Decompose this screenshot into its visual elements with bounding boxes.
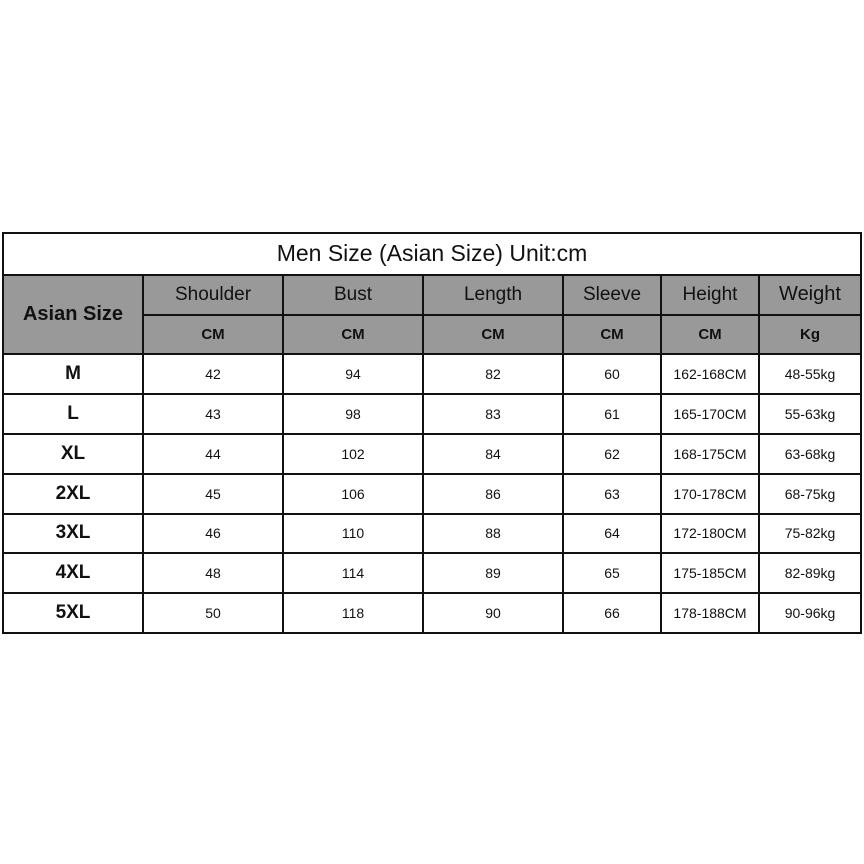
header-row (3, 275, 861, 315)
column-header-height: Height (661, 275, 759, 315)
asian-size-header: Asian Size (3, 275, 143, 355)
cell-length: 88 (423, 514, 563, 554)
cell-bust: 118 (283, 593, 423, 633)
table-row (3, 354, 861, 394)
unit-shoulder: CM (143, 315, 283, 355)
cell-length: 89 (423, 553, 563, 593)
size-cell: 5XL (3, 593, 143, 633)
size-cell: L (3, 394, 143, 434)
table-row (3, 394, 861, 434)
cell-sleeve: 62 (563, 434, 661, 474)
table-row (3, 514, 861, 554)
table-row (3, 434, 861, 474)
cell-weight: 48-55kg (759, 354, 861, 394)
cell-length: 86 (423, 474, 563, 514)
cell-shoulder: 44 (143, 434, 283, 474)
cell-height: 175-185CM (661, 553, 759, 593)
cell-shoulder: 43 (143, 394, 283, 434)
table-title: Men Size (Asian Size) Unit:cm (3, 233, 861, 275)
size-cell: 2XL (3, 474, 143, 514)
cell-shoulder: 42 (143, 354, 283, 394)
column-header-length: Length (423, 275, 563, 315)
cell-height: 170-178CM (661, 474, 759, 514)
cell-bust: 102 (283, 434, 423, 474)
size-cell: M (3, 354, 143, 394)
cell-sleeve: 61 (563, 394, 661, 434)
cell-weight: 63-68kg (759, 434, 861, 474)
unit-weight: Kg (759, 315, 861, 355)
cell-length: 82 (423, 354, 563, 394)
unit-length: CM (423, 315, 563, 355)
cell-sleeve: 64 (563, 514, 661, 554)
column-header-sleeve: Sleeve (563, 275, 661, 315)
cell-bust: 106 (283, 474, 423, 514)
cell-shoulder: 45 (143, 474, 283, 514)
cell-length: 90 (423, 593, 563, 633)
cell-length: 83 (423, 394, 563, 434)
cell-shoulder: 46 (143, 514, 283, 554)
cell-weight: 55-63kg (759, 394, 861, 434)
unit-height: CM (661, 315, 759, 355)
cell-sleeve: 65 (563, 553, 661, 593)
cell-weight: 82-89kg (759, 553, 861, 593)
table-row (3, 553, 861, 593)
cell-sleeve: 66 (563, 593, 661, 633)
column-header-shoulder: Shoulder (143, 275, 283, 315)
table-row (3, 474, 861, 514)
cell-bust: 98 (283, 394, 423, 434)
cell-shoulder: 48 (143, 553, 283, 593)
cell-length: 84 (423, 434, 563, 474)
cell-shoulder: 50 (143, 593, 283, 633)
size-cell: 3XL (3, 514, 143, 554)
table-row (3, 593, 861, 633)
unit-sleeve: CM (563, 315, 661, 355)
size-cell: 4XL (3, 553, 143, 593)
cell-weight: 90-96kg (759, 593, 861, 633)
cell-bust: 114 (283, 553, 423, 593)
size-cell: XL (3, 434, 143, 474)
size-chart-table (2, 232, 862, 634)
cell-sleeve: 63 (563, 474, 661, 514)
cell-sleeve: 60 (563, 354, 661, 394)
cell-bust: 110 (283, 514, 423, 554)
column-header-bust: Bust (283, 275, 423, 315)
cell-bust: 94 (283, 354, 423, 394)
cell-weight: 68-75kg (759, 474, 861, 514)
unit-bust: CM (283, 315, 423, 355)
cell-height: 172-180CM (661, 514, 759, 554)
cell-height: 162-168CM (661, 354, 759, 394)
cell-weight: 75-82kg (759, 514, 861, 554)
cell-height: 178-188CM (661, 593, 759, 633)
cell-height: 165-170CM (661, 394, 759, 434)
column-header-weight: Weight (759, 275, 861, 315)
cell-height: 168-175CM (661, 434, 759, 474)
